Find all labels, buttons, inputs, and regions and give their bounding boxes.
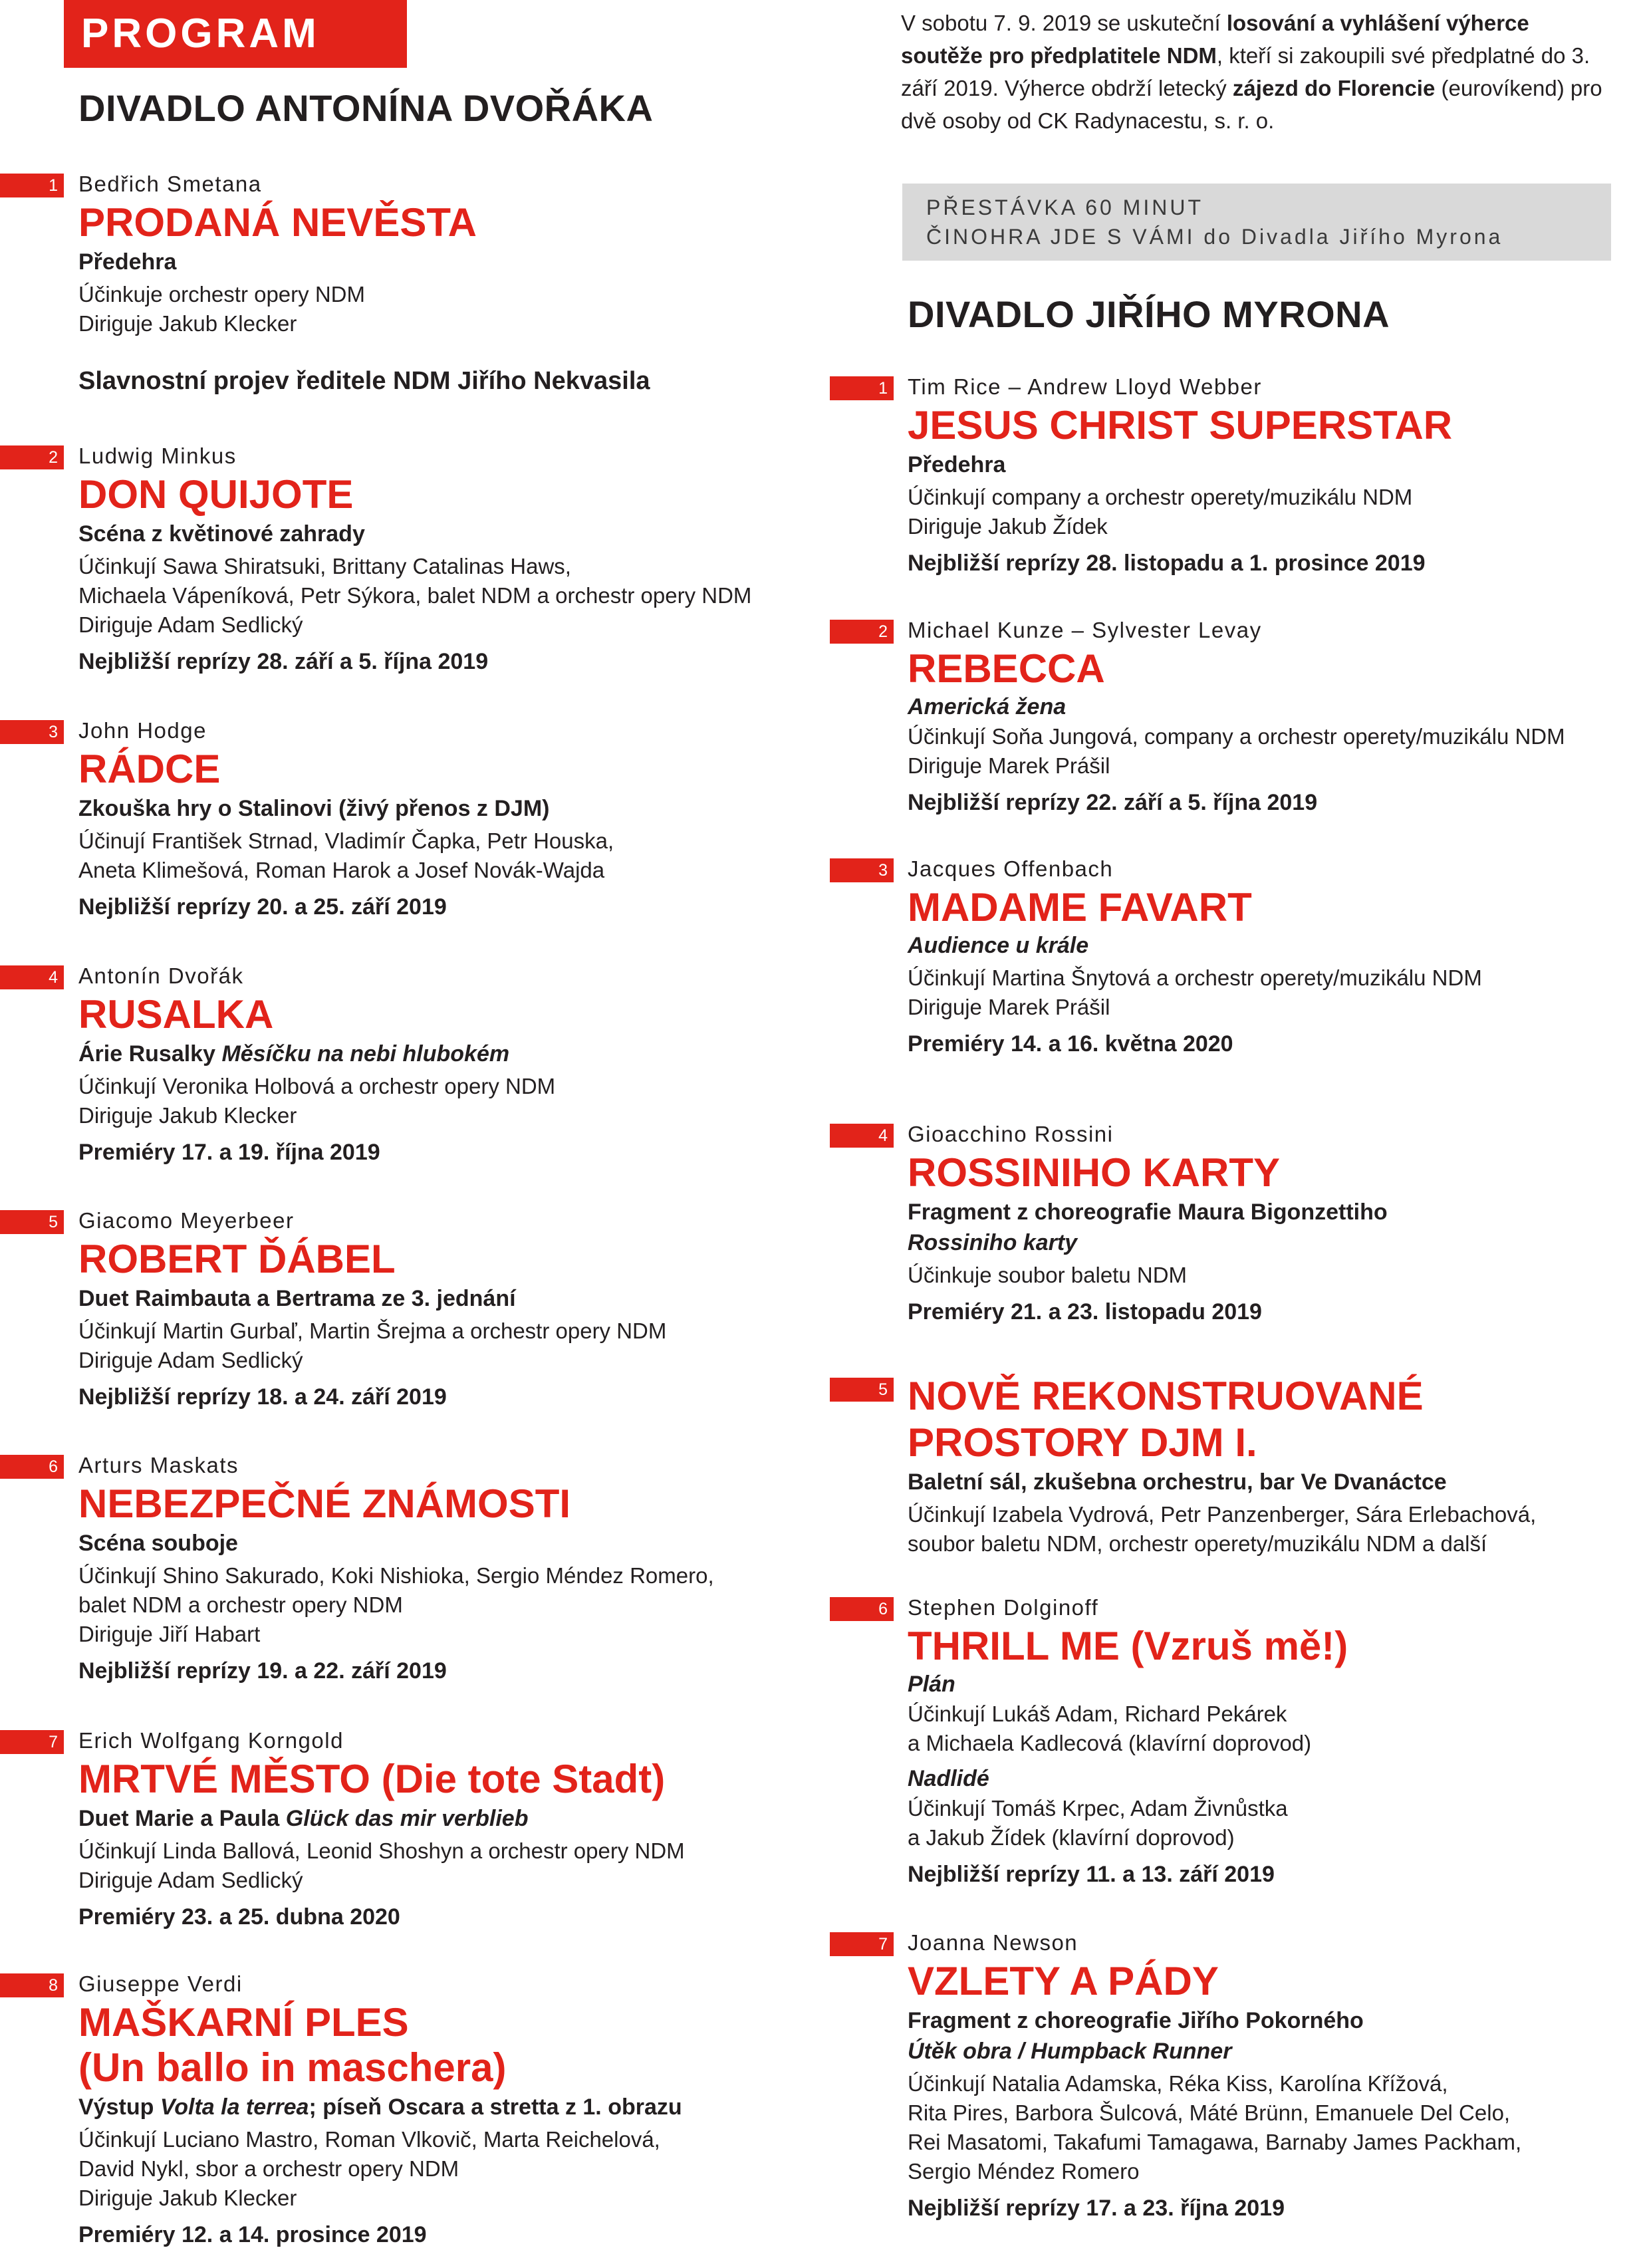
dates: Nejbližší reprízy 11. a 13. září 2019 bbox=[908, 1862, 1275, 1887]
scene-italic: Rossiniho karty bbox=[908, 1230, 1078, 1255]
performers-line: Účinkují Tomáš Krpec, Adam Živnůstka bbox=[908, 1796, 1288, 1821]
conductor-line: Diriguje Adam Sedlický bbox=[78, 1868, 303, 1892]
performers bbox=[78, 1561, 850, 1649]
work-title: MAŠKARNÍ PLES bbox=[78, 2000, 409, 2045]
dates: Nejbližší reprízy 19. a 22. září 2019 bbox=[78, 1658, 447, 1684]
performers bbox=[78, 826, 850, 885]
dates: Premiéry 23. a 25. dubna 2020 bbox=[78, 1904, 400, 1930]
item-number: 7 bbox=[830, 1932, 894, 1956]
theatre-title-djm: DIVADLO JIŘÍHO MYRONA bbox=[908, 293, 1390, 335]
composer: John Hodge bbox=[78, 718, 207, 743]
scene-text: Výstup bbox=[78, 2094, 160, 2120]
intro-bold: losování a vyhlášení výherce soutěže pro předplatitele NDM bbox=[901, 11, 1529, 68]
performers-line: Účinkují Soňa Jungová, company a orchestr operety/muzikálu NDM bbox=[908, 724, 1565, 749]
scene-text: Árie Rusalky bbox=[78, 1041, 222, 1067]
performers-line: Účinkují Natalia Adamska, Réka Kiss, Karolína Křížová, bbox=[908, 2071, 1448, 2096]
dates: Premiéry 14. a 16. května 2020 bbox=[908, 1031, 1233, 1057]
dates: Nejbližší reprízy 20. a 25. září 2019 bbox=[78, 894, 447, 920]
performers-line: David Nykl, sbor a orchestr opery NDM bbox=[78, 2156, 459, 2181]
item-number: 8 bbox=[0, 1973, 64, 1997]
work-title: NEBEZPEČNÉ ZNÁMOSTI bbox=[78, 1481, 571, 1526]
scene bbox=[78, 1039, 850, 1069]
performers bbox=[908, 1261, 1619, 1290]
performers-line: Účinkují Luciano Mastro, Roman Vlkovič, Marta Reichelová, bbox=[78, 2127, 660, 2152]
intermission-box bbox=[902, 184, 1611, 261]
composer: Antonín Dvořák bbox=[78, 963, 244, 988]
composer: Arturs Maskats bbox=[78, 1453, 239, 1477]
performers bbox=[78, 1072, 850, 1130]
item-number: 5 bbox=[830, 1378, 894, 1402]
dates: Nejbližší reprízy 28. září a 5. října 2019 bbox=[78, 649, 489, 674]
composer: Gioacchino Rossini bbox=[908, 1122, 1114, 1146]
dates: Premiéry 21. a 23. listopadu 2019 bbox=[908, 1299, 1262, 1324]
conductor-line: Diriguje Adam Sedlický bbox=[78, 1348, 303, 1372]
scene bbox=[78, 1803, 850, 1834]
dates: Premiéry 12. a 14. prosince 2019 bbox=[78, 2222, 427, 2247]
composer: Giacomo Meyerbeer bbox=[78, 1208, 295, 1233]
composer: Tim Rice – Andrew Lloyd Webber bbox=[908, 374, 1262, 399]
composer: Erich Wolfgang Korngold bbox=[78, 1728, 344, 1753]
performers bbox=[908, 2069, 1619, 2186]
performers-line: Účinují František Strnad, Vladimír Čapka, Petr Houska, bbox=[78, 828, 614, 853]
performers bbox=[78, 552, 850, 640]
performers bbox=[908, 722, 1619, 781]
performers-line: Účinkují Martin Gurbaľ, Martin Šrejma a orchestr opery NDM bbox=[78, 1319, 667, 1343]
performers-line: Michaela Vápeníková, Petr Sýkora, balet NDM a orchestr opery NDM bbox=[78, 583, 752, 608]
work-title: DON QUIJOTE bbox=[78, 472, 354, 517]
work-title: MADAME FAVART bbox=[908, 885, 1252, 930]
performers-line: Účinkují Martina Šnytová a orchestr operety/muzikálu NDM bbox=[908, 965, 1482, 990]
performers bbox=[908, 1700, 1619, 1758]
scene-text: ; píseň Oscara a stretta z 1. obrazu bbox=[309, 2094, 682, 2120]
performers-line: Rei Masatomi, Takafumi Tamagawa, Barnaby James Packham, bbox=[908, 2130, 1522, 2154]
composer: Bedřich Smetana bbox=[78, 172, 262, 196]
work-title: RÁDCE bbox=[78, 747, 221, 791]
dates: Nejbližší reprízy 28. listopadu a 1. prosince 2019 bbox=[908, 551, 1426, 576]
item-number: 1 bbox=[0, 174, 64, 197]
conductor-line: Diriguje Jiří Habart bbox=[78, 1622, 261, 1646]
performers bbox=[908, 1500, 1619, 1559]
dates: Nejbližší reprízy 18. a 24. září 2019 bbox=[78, 1384, 447, 1410]
performers-line: Účinkují Lukáš Adam, Richard Pekárek bbox=[908, 1701, 1287, 1726]
performers-line: Účinkují company a orchestr operety/muzikálu NDM bbox=[908, 485, 1413, 509]
work-title: PRODANÁ NEVĚSTA bbox=[78, 200, 477, 245]
intro-text: V sobotu 7. 9. 2019 se uskuteční bbox=[901, 11, 1227, 35]
item-number: 5 bbox=[0, 1210, 64, 1234]
conductor-line: Diriguje Jakub Žídek bbox=[908, 514, 1108, 539]
scene: Scéna souboje bbox=[78, 1531, 238, 1556]
item-number: 4 bbox=[0, 965, 64, 989]
performers bbox=[78, 1836, 850, 1895]
work-title: THRILL ME (Vzruš mě!) bbox=[908, 1624, 1348, 1668]
item-number: 2 bbox=[830, 620, 894, 644]
work-title: ROSSINIHO KARTY bbox=[908, 1150, 1281, 1195]
work-title: MRTVÉ MĚSTO (Die tote Stadt) bbox=[78, 1757, 666, 1801]
conductor-line: Diriguje Jakub Klecker bbox=[78, 311, 297, 336]
performers-line: Účinkují Izabela Vydrová, Petr Panzenberger, Sára Erlebachová, bbox=[908, 1502, 1537, 1527]
conductor-line: Diriguje Marek Prášil bbox=[908, 753, 1110, 778]
scene: Předehra bbox=[78, 249, 177, 275]
performers bbox=[78, 1317, 850, 1375]
performers-line: Účinkují Linda Ballová, Leonid Shoshyn a orchestr opery NDM bbox=[78, 1838, 685, 1863]
performers bbox=[908, 1794, 1619, 1852]
work-title: RUSALKA bbox=[78, 992, 274, 1037]
intro-bold: zájezd do Florencie bbox=[1232, 76, 1436, 100]
scene-italic: Nadlidé bbox=[908, 1766, 989, 1791]
scene bbox=[78, 2092, 850, 2122]
conductor-line: Diriguje Jakub Klecker bbox=[78, 2186, 297, 2210]
composer: Joanna Newson bbox=[908, 1930, 1078, 1955]
intro-text: , kteří si zakoupili své předplatné do 3. září 2019. Výherce obdrží letecký bbox=[901, 43, 1590, 100]
work-title-line2: (Un ballo in maschera) bbox=[78, 2045, 507, 2090]
work-title: ROBERT ĎÁBEL bbox=[78, 1237, 396, 1281]
item-number: 2 bbox=[0, 445, 64, 469]
performers-line: a Jakub Žídek (klavírní doprovod) bbox=[908, 1825, 1235, 1850]
performers bbox=[908, 963, 1619, 1022]
item-number: 1 bbox=[830, 376, 894, 400]
scene: Fragment z choreografie Maura Bigonzettiho bbox=[908, 1199, 1388, 1225]
scene-italic: Volta la terrea bbox=[160, 2094, 309, 2120]
composer: Jacques Offenbach bbox=[908, 856, 1114, 881]
work-title: NOVĚ REKONSTRUOVANÉ bbox=[908, 1374, 1424, 1418]
dates: Nejbližší reprízy 17. a 23. října 2019 bbox=[908, 2196, 1285, 2221]
scene: Duet Raimbauta a Bertrama ze 3. jednání bbox=[78, 1286, 516, 1311]
performers-line: Rita Pires, Barbora Šulcová, Máté Brünn, Emanuele Del Celo, bbox=[908, 2100, 1511, 2125]
dates: Nejbližší reprízy 22. září a 5. října 2019 bbox=[908, 790, 1318, 815]
conductor-line: Diriguje Adam Sedlický bbox=[78, 612, 303, 637]
performers-line: Účinkuje soubor baletu NDM bbox=[908, 1263, 1188, 1287]
composer: Michael Kunze – Sylvester Levay bbox=[908, 618, 1262, 642]
intermission-line: ČINOHRA JDE S VÁMI do Divadla Jiřího Myrona bbox=[926, 225, 1503, 249]
performers-line: Účinkuje orchestr opery NDM bbox=[78, 282, 365, 307]
theatre-title-dad: DIVADLO ANTONÍNA DVOŘÁKA bbox=[78, 87, 654, 129]
conductor-line: Diriguje Marek Prášil bbox=[908, 995, 1110, 1019]
work-title: JESUS CHRIST SUPERSTAR bbox=[908, 403, 1453, 447]
scene-italic: Útěk obra / Humpback Runner bbox=[908, 2039, 1232, 2064]
performers-line: Sergio Méndez Romero bbox=[908, 2159, 1140, 2184]
item-number: 3 bbox=[0, 720, 64, 744]
scene: Baletní sál, zkušebna orchestru, bar Ve Dvanáctce bbox=[908, 1469, 1447, 1495]
performers-line: Účinkují Sawa Shiratsuki, Brittany Catalinas Haws, bbox=[78, 554, 571, 578]
intro-text: (eurovíkend) pro dvě osoby od CK Radynacestu, s. r. o. bbox=[901, 76, 1602, 133]
scene-italic: Měsíčku na nebi hlubokém bbox=[221, 1041, 510, 1067]
scene: Scéna z květinové zahrady bbox=[78, 521, 365, 547]
scene: Fragment z choreografie Jiřího Pokorného bbox=[908, 2008, 1364, 2033]
scene: Zkouška hry o Stalinovi (živý přenos z DJM) bbox=[78, 796, 550, 821]
composer: Ludwig Minkus bbox=[78, 443, 237, 468]
director-speech: Slavnostní projev ředitele NDM Jiřího Nekvasila bbox=[78, 367, 650, 395]
performers bbox=[78, 280, 850, 338]
scene-italic: Americká žena bbox=[908, 694, 1067, 719]
work-title: VZLETY A PÁDY bbox=[908, 1959, 1219, 2003]
scene-italic: Glück das mir verblieb bbox=[285, 1806, 529, 1831]
item-number: 6 bbox=[0, 1455, 64, 1479]
item-number: 6 bbox=[830, 1597, 894, 1621]
scene-italic: Audience u krále bbox=[908, 933, 1089, 958]
composer: Giuseppe Verdi bbox=[78, 1971, 243, 1996]
conductor-line: Diriguje Jakub Klecker bbox=[78, 1103, 297, 1128]
program-label: PROGRAM bbox=[64, 0, 407, 68]
performers-line: balet NDM a orchestr opery NDM bbox=[78, 1592, 403, 1617]
intermission-line: PŘESTÁVKA 60 MINUT bbox=[926, 195, 1203, 219]
item-number: 7 bbox=[0, 1730, 64, 1754]
performers-line: Aneta Klimešová, Roman Harok a Josef Novák-Wajda bbox=[78, 858, 605, 882]
competition-intro bbox=[901, 7, 1606, 137]
work-title-line2: PROSTORY DJM I. bbox=[908, 1420, 1257, 1465]
performers-line: a Michaela Kadlecová (klavírní doprovod) bbox=[908, 1731, 1312, 1755]
work-title: REBECCA bbox=[908, 646, 1105, 691]
performers-line: soubor baletu NDM, orchestr operety/muzikálu NDM a další bbox=[908, 1531, 1487, 1556]
item-number: 4 bbox=[830, 1124, 894, 1148]
performers bbox=[78, 2125, 850, 2213]
performers-line: Účinkují Shino Sakurado, Koki Nishioka, Sergio Méndez Romero, bbox=[78, 1563, 714, 1588]
dates: Premiéry 17. a 19. října 2019 bbox=[78, 1140, 380, 1165]
performers bbox=[908, 483, 1619, 541]
scene-italic: Plán bbox=[908, 1672, 955, 1697]
scene: Předehra bbox=[908, 452, 1006, 477]
scene-text: Duet Marie a Paula bbox=[78, 1806, 286, 1831]
composer: Stephen Dolginoff bbox=[908, 1595, 1099, 1620]
performers-line: Účinkují Veronika Holbová a orchestr opery NDM bbox=[78, 1074, 556, 1098]
item-number: 3 bbox=[830, 858, 894, 882]
